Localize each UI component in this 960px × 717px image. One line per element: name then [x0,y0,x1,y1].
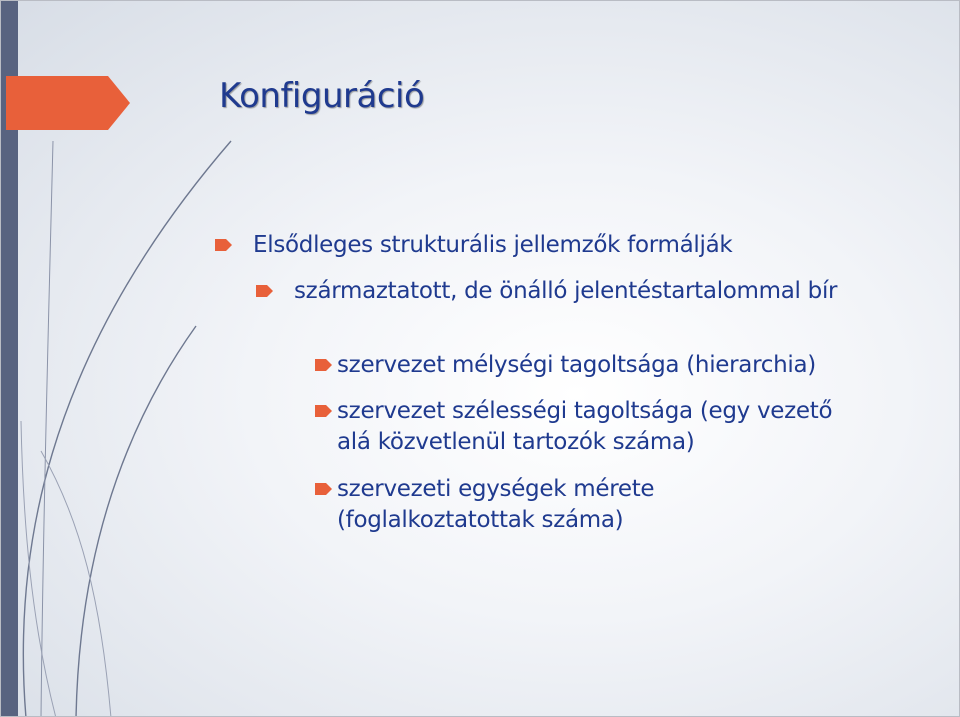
bullet-text: Elsődleges strukturális jellemzők formálják [253,232,733,258]
bullet-item [294,276,874,307]
bullet-item [337,350,897,381]
bullet-arrow-icon [315,359,333,371]
bullet-text: szervezet szélességi tagoltsága (egy vezető alá közvetlenül tartozók száma) [337,398,833,455]
bullet-arrow-icon [315,405,333,417]
bullet-text: szervezeti egységek mérete (foglalkoztatottak száma) [337,476,655,533]
bullet-item [337,474,857,536]
bullet-text: szervezet mélységi tagoltsága (hierarchia) [337,352,816,378]
bullet-arrow-icon [315,483,333,495]
bullet-text: származtatott, de önálló jelentéstartalommal bír [294,278,838,304]
bullet-item [337,396,857,458]
title-accent-tab [6,76,132,130]
bullet-arrow-icon [256,285,274,297]
bullet-arrow-icon [215,239,233,251]
slide-title: Konfiguráció [219,76,425,116]
bullet-item [253,230,893,261]
